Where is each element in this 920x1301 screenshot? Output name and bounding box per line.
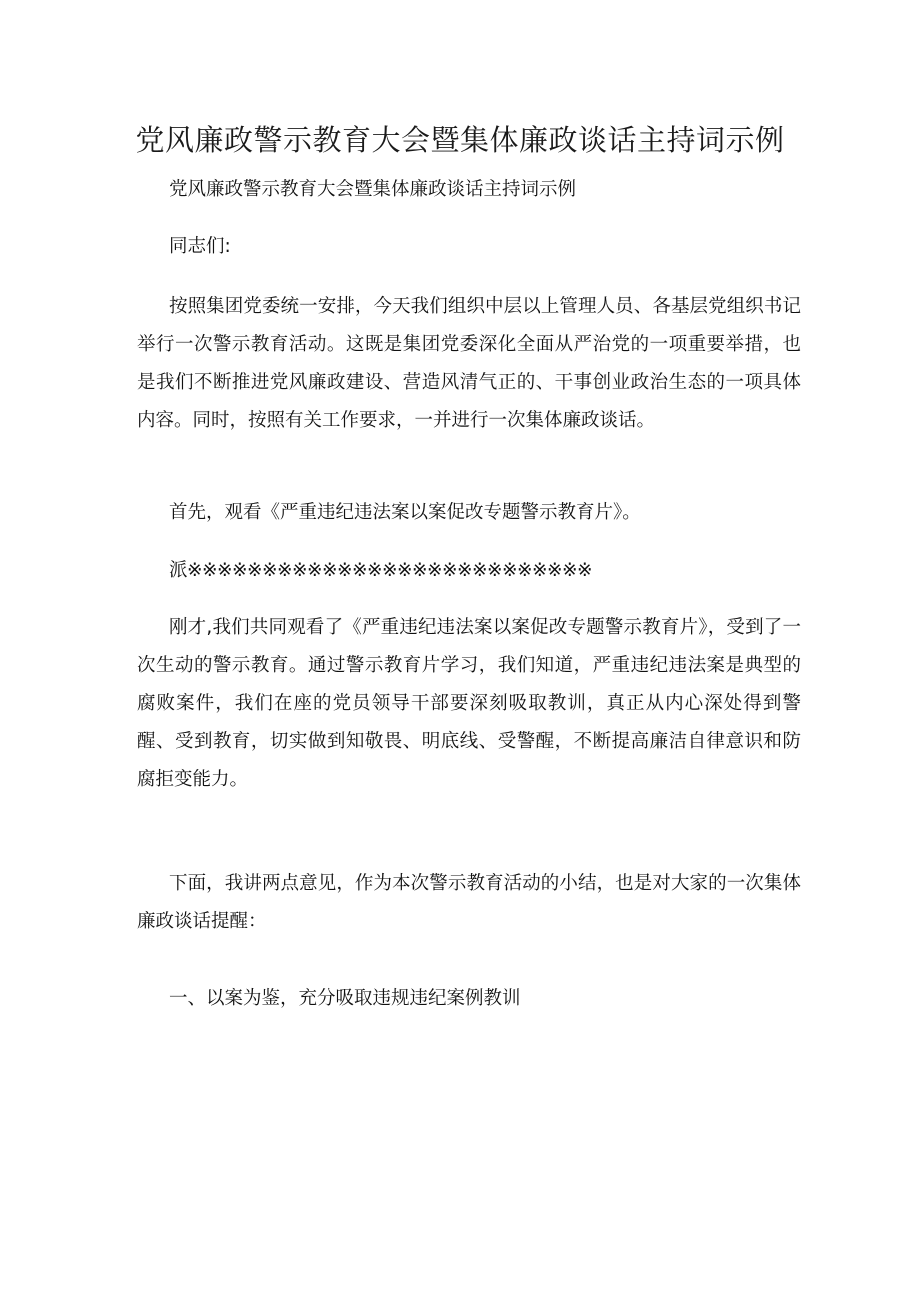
paragraph-reflection: 刚才,我们共同观看了《严重违纪违法案以案促改专题警示教育片》，受到了一次生动的警示教育。通过警示教育片学习，我们知道，严重违纪违法案是典型的腐败案件，我们在座的党员领导干部要深刻吸取教训，真正从内心深处得到警醒、受到教育，切实做到知敬畏、明底线、受警醒，不断提高廉洁自律意识和防腐拒变能力。 bbox=[137, 617, 801, 790]
paragraph-two-points: 下面，我讲两点意见，作为本次警示教育活动的小结，也是对大家的一次集体廉政谈话提醒： bbox=[137, 873, 801, 932]
greeting-line: 同志们: bbox=[169, 236, 231, 257]
paragraph-redacted: 派※※※※※※※※※※※※※※※※※※※※※※※※※※※ bbox=[169, 560, 593, 581]
document-title: 党风廉政警示教育大会暨集体廉政谈话主持词示例 bbox=[135, 123, 785, 157]
paragraph-watch-film: 首先，观看《严重违纪违法案以案促改专题警示教育片》。 bbox=[169, 502, 641, 523]
paragraph-arrangement: 按照集团党委统一安排，今天我们组织中层以上管理人员、各基层党组织书记举行一次警示教育活动。这既是集团党委深化全面从严治党的一项重要举措，也是我们不断推进党风廉政建设、营造风清气正的、干事创业政治生态的一项具体内容。同时，按照有关工作要求，一并进行一次集体廉政谈话。 bbox=[137, 296, 801, 431]
document-subtitle: 党风廉政警示教育大会暨集体廉政谈话主持词示例 bbox=[169, 179, 577, 200]
section-heading-one: 一、以案为鉴，充分吸取违规违纪案例教训 bbox=[169, 988, 521, 1009]
